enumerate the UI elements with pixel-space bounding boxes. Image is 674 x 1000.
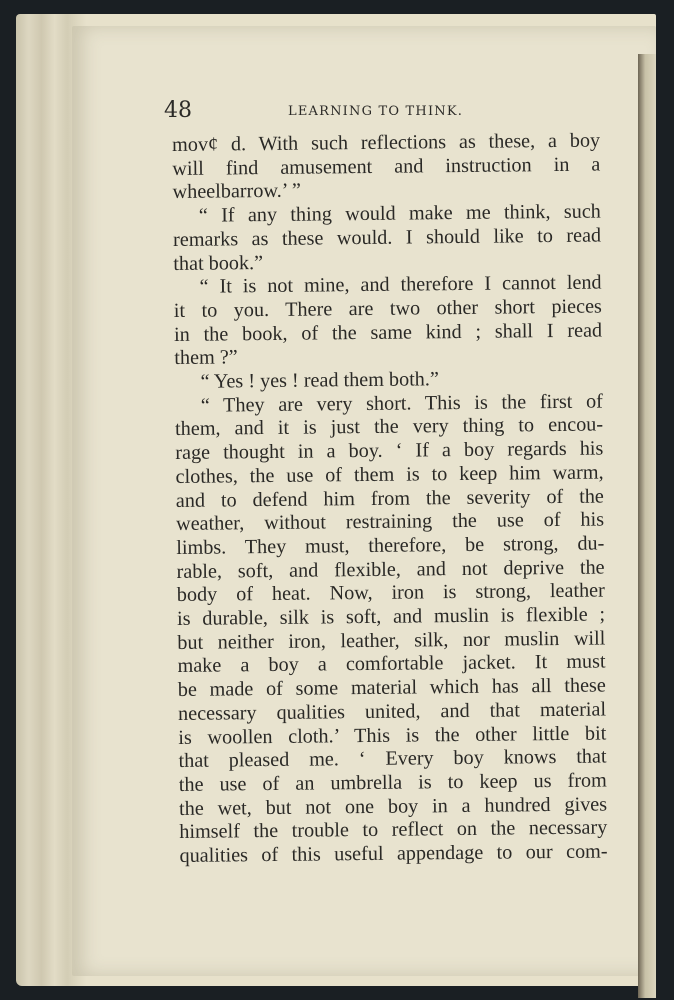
body-text	[172, 130, 608, 869]
text-line: “ If any thing would make me think, such	[198, 200, 601, 227]
text-line: rage thought in a boy. ‘ If a boy regards his	[175, 437, 604, 465]
text-line: and to defend him from the severity of the	[175, 485, 604, 512]
text-line: clothes, the use of them is to keep him warm,	[175, 461, 604, 488]
page-header	[160, 98, 600, 128]
text-line: wheelbarrow.’ ”	[172, 180, 302, 204]
text-line: is woollen cloth.’ This is the other little bit	[178, 722, 607, 749]
text-line: will find amusement and instruction in a	[172, 153, 601, 180]
text-line: mov¢ d. With such reflections as these, a boy	[172, 129, 601, 156]
page-gutter-shadow	[638, 54, 656, 998]
text-line: limbs. They must, therefore, be strong, du-	[176, 532, 605, 559]
page-number: 48	[164, 98, 192, 123]
text-line: body of heat. Now, iron is strong, leather	[176, 579, 605, 607]
text-line: “ It is not mine, and therefore I cannot lend	[199, 271, 602, 298]
running-head: LEARNING TO THINK.	[288, 104, 464, 119]
text-line: them, and it is just the very thing to encou-	[174, 413, 604, 441]
text-line: himself the trouble to reflect on the necessary	[179, 816, 608, 844]
text-line: remarks as these would. I should like to read	[172, 224, 602, 251]
text-line: that pleased me. ‘ Every boy knows that	[178, 745, 607, 773]
text-line: necessary qualities united, and that material	[177, 698, 607, 725]
text-line: that book.”	[173, 251, 264, 275]
text-line: but neither iron, leather, silk, nor muslin will	[177, 627, 606, 654]
text-line: is durable, silk is soft, and muslin is flexible ;	[176, 603, 606, 631]
text-line: the wet, but not one boy in a hundred gives	[178, 793, 608, 820]
text-line: be made of some material which has all these	[177, 674, 606, 702]
text-line: the use of an umbrella is to keep us from	[178, 769, 607, 796]
text-line: rable, soft, and flexible, and not deprive the	[176, 556, 605, 583]
text-line: it to you. There are two other short pieces	[173, 295, 602, 322]
text-line: “ Yes ! yes ! read them both.”	[200, 368, 439, 393]
text-line: them ?”	[174, 346, 238, 370]
text-line: weather, without restraining the use of his	[175, 508, 605, 536]
text-line: “ They are very short. This is the first of	[200, 390, 603, 417]
text-line: qualities of this useful appendage to our com-	[179, 840, 608, 868]
text-line: in the book, of the same kind ; shall I read	[173, 319, 603, 346]
text-line: make a boy a comfortable jacket. It must	[177, 650, 606, 678]
